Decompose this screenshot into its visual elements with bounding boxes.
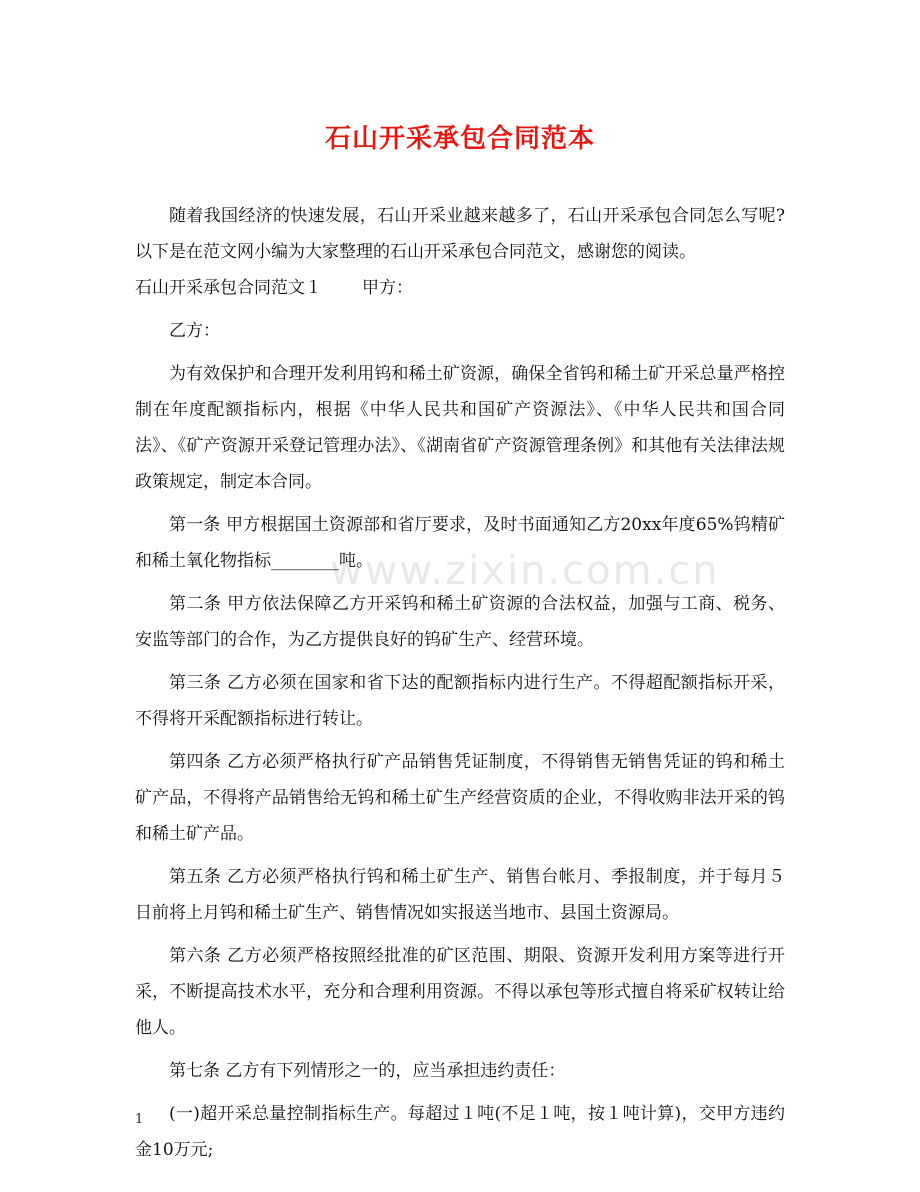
section-heading-line xyxy=(135,270,785,306)
section-heading: 石山开采承包合同范文１ xyxy=(135,278,322,298)
party-b-label: 乙方： xyxy=(169,321,220,341)
intro-paragraph: 随着我国经济的快速发展，石山开采业越来越多了，石山开采承包合同怎么写呢?以下是在范文网小编为大家整理的石山开采承包合同范文，感谢您的阅读。 xyxy=(135,206,785,262)
article-5: 第五条 乙方必须严格执行钨和稀土矿生产、销售台帐月、季报制度，并于每月５日前将上月钨和稀土矿生产、销售情况如实报送当地市、县国土资源局。 xyxy=(135,867,785,923)
page-number: 1 xyxy=(135,1112,144,1127)
article-4: 第四条 乙方必须严格执行矿产品销售凭证制度，不得销售无销售凭证的钨和稀土矿产品，不得将产品销售给无钨和稀土矿生产经营资质的企业，不得收购非法开采的钨和稀土矿产品。 xyxy=(135,752,785,844)
watermark: www.zixin.com.cn xyxy=(330,548,720,594)
article-7: 第七条 乙方有下列情形之一的，应当承担违约责任： xyxy=(169,1061,566,1081)
document-title: 石山开采承包合同范本 xyxy=(324,124,595,154)
article-2: 第二条 甲方依法保障乙方开采钨和稀土矿资源的合法权益，加强与工商、税务、安监等部门的合作，为乙方提供良好的钨矿生产、经营环境。 xyxy=(135,594,785,650)
article-7-clause-1: (一)超开采总量控制指标生产。每超过１吨(不足１吨，按１吨计算)，交甲方违约金10万元; xyxy=(135,1104,785,1160)
article-1: 第一条 甲方根据国土资源部和省厅要求，及时书面通知乙方20xx年度65%钨精矿和稀土氧化物指标________吨。 xyxy=(135,515,785,571)
document-body xyxy=(135,198,785,1168)
article-3: 第三条 乙方必须在国家和省下达的配额指标内进行生产。不得超配额指标开采，不得将开采配额指标进行转让。 xyxy=(135,673,785,729)
preamble-paragraph: 为有效保护和合理开发利用钨和稀土矿资源，确保全省钨和稀土矿开采总量严格控制在年度配额指标内，根据《中华人民共和国矿产资源法》、《中华人民共和国合同法》、《矿产资源开采登记管理办法》、《湖南省矿产资源管理条例》和其他有关法律法规政策规定，制定本合同。 xyxy=(135,364,785,492)
article-6: 第六条 乙方必须严格按照经批准的矿区范围、期限、资源开发利用方案等进行开采，不断提高技术水平，充分和合理利用资源。不得以承包等形式擅自将采矿权转让给他人。 xyxy=(135,946,785,1038)
party-a-label: 甲方： xyxy=(362,278,413,298)
